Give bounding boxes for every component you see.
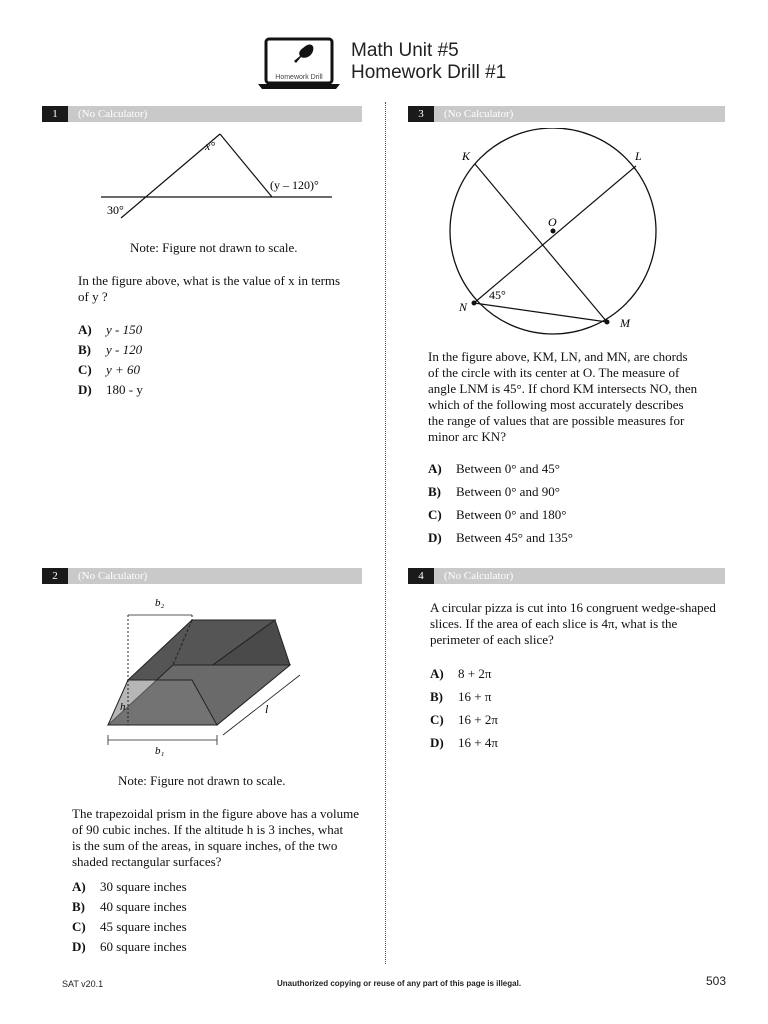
question-2-text	[72, 806, 359, 870]
question-1-header	[42, 106, 362, 122]
question-number: 2	[42, 568, 68, 584]
choice-a[interactable]: A) Between 0° and 45°	[428, 461, 560, 476]
choice-d[interactable]: D) Between 45° and 135°	[428, 530, 573, 545]
question-line: The trapezoidal prism in the figure above has a volume	[72, 806, 359, 821]
choice-c[interactable]: C) 16 + 2π	[430, 712, 498, 727]
question-line: the range of values that are possible measures for	[428, 413, 685, 428]
question-line: A circular pizza is cut into 16 congruent wedge-shaped	[430, 600, 716, 615]
question-number: 1	[42, 106, 68, 122]
question-1-choices	[78, 320, 143, 400]
calculator-tag: (No Calculator)	[78, 108, 148, 120]
question-3-header	[408, 106, 725, 122]
footer-version: SAT v20.1	[62, 979, 104, 989]
calculator-tag: (No Calculator)	[444, 570, 514, 582]
calculator-tag: (No Calculator)	[444, 108, 514, 120]
question-line: of 90 cubic inches. If the altitude h is 3 inches, what	[72, 822, 344, 837]
choice-b[interactable]: B) 40 square inches	[72, 899, 187, 914]
label-l: l	[265, 702, 269, 716]
label-O: O	[548, 215, 557, 229]
question-1-text	[78, 273, 340, 305]
logo-text: Homework Drill	[275, 74, 323, 81]
laptop-logo-icon	[256, 36, 342, 92]
question-number: 3	[408, 106, 434, 122]
question-line: of y ?	[78, 289, 108, 304]
question-line: angle LNM is 45°. If chord KM intersects NO, then	[428, 381, 698, 396]
calculator-tag: (No Calculator)	[78, 570, 148, 582]
question-4-header	[408, 568, 725, 584]
question-line: In the figure above, KM, LN, and MN, are chords	[428, 349, 688, 364]
question-line: of the circle with its center at O. The measure of	[428, 365, 680, 380]
question-line: In the figure above, what is the value of x in terms	[78, 273, 341, 288]
label-30-degree: 30°	[107, 203, 124, 217]
question-1-note: Note: Figure not drawn to scale.	[130, 240, 298, 255]
choice-a[interactable]: A) 8 + 2π	[430, 666, 492, 681]
unit-title	[351, 40, 506, 84]
question-line: minor arc KN?	[428, 429, 506, 444]
question-2-header	[42, 568, 362, 584]
question-3-text	[428, 349, 697, 445]
choice-b[interactable]: B) y - 120	[78, 342, 143, 357]
question-number: 4	[408, 568, 434, 584]
question-line: slices. If the area of each slice is 4π, what is the	[430, 616, 678, 631]
question-2-choices	[72, 877, 187, 957]
question-line: which of the following most accurately describes	[428, 397, 684, 412]
title-line-1: Math Unit #5	[351, 40, 459, 61]
label-b1: b₁	[155, 745, 165, 757]
footer-copyright: Unauthorized copying or reuse of any part of this page is illegal.	[277, 979, 522, 988]
choice-d[interactable]: D) 180 - y	[78, 382, 143, 397]
label-M: M	[620, 316, 630, 330]
label-N: N	[459, 300, 468, 314]
question-1-figure	[95, 130, 345, 230]
question-4-choices	[430, 664, 498, 756]
title-line-2: Homework Drill #1	[351, 62, 507, 83]
question-line: shaded rectangular surfaces?	[72, 854, 222, 869]
label-L: L	[635, 149, 642, 163]
label-h: h	[120, 701, 126, 713]
question-2-figure	[95, 590, 315, 765]
choice-d[interactable]: D) 16 + 4π	[430, 735, 498, 750]
question-3-choices	[428, 459, 573, 551]
choice-c[interactable]: C) y + 60	[78, 362, 141, 377]
label-b2: b₂	[155, 597, 165, 609]
choice-a[interactable]: A) 30 square inches	[72, 879, 187, 894]
choice-b[interactable]: B) Between 0° and 90°	[428, 484, 560, 499]
choice-a[interactable]: A) y - 150	[78, 322, 143, 337]
page-number: 503	[706, 974, 727, 988]
label-y-expression: (y – 120)°	[270, 178, 319, 192]
question-3-figure	[440, 128, 680, 338]
choice-d[interactable]: D) 60 square inches	[72, 939, 187, 954]
choice-c[interactable]: C) Between 0° and 180°	[428, 507, 567, 522]
question-line: is the sum of the areas, in square inches, of the two	[72, 838, 338, 853]
label-x: x°	[205, 139, 216, 153]
question-2-note: Note: Figure not drawn to scale.	[118, 773, 286, 788]
label-45-degree: 45°	[489, 288, 506, 302]
question-4-text	[430, 600, 716, 648]
choice-c[interactable]: C) 45 square inches	[72, 919, 187, 934]
label-K: K	[462, 149, 471, 163]
choice-b[interactable]: B) 16 + π	[430, 689, 492, 704]
column-divider	[385, 102, 386, 964]
question-line: perimeter of each slice?	[430, 632, 554, 647]
